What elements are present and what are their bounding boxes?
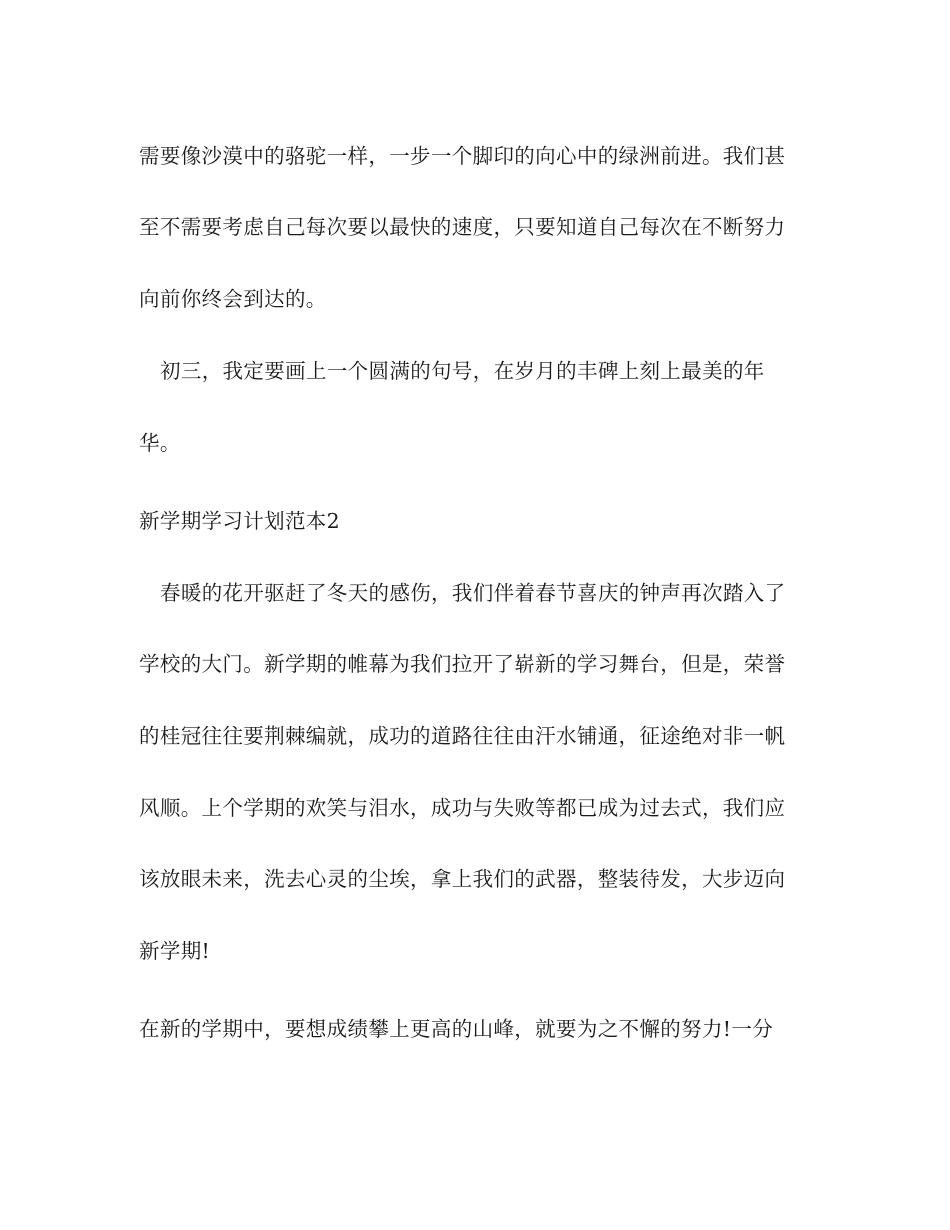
body-text-line: 需要像沙漠中的骆驼一样，一步一个脚印的向心中的绿洲前进。我们甚 bbox=[139, 144, 786, 168]
body-text-line: 在新的学期中，要想成绩攀上更高的山峰，就要为之不懈的努力!一分 bbox=[139, 1017, 774, 1041]
paragraph-first-line: 春暖的花开驱赶了冬天的感伤，我们伴着春节喜庆的钟声再次踏入了 bbox=[160, 581, 786, 605]
body-text-line: 向前你终会到达的。 bbox=[139, 287, 327, 311]
body-text-line: 风顺。上个学期的欢笑与泪水，成功与失败等都已成为过去式，我们应 bbox=[139, 796, 786, 820]
body-text-line: 的桂冠往往要荆棘编就，成功的道路往往由汗水铺通，征途绝对非一帆 bbox=[139, 724, 786, 748]
body-text-line: 至不需要考虑自己每次要以最快的速度，只要知道自己每次在不断努力 bbox=[139, 215, 786, 239]
body-text-line: 该放眼未来，洗去心灵的尘埃，拿上我们的武器，整装待发，大步迈向 bbox=[139, 867, 786, 891]
body-text-line: 华。 bbox=[139, 431, 181, 455]
paragraph-first-line: 初三，我定要画上一个圆满的句号，在岁月的丰碑上刻上最美的年 bbox=[160, 359, 765, 383]
body-text-line: 学校的大门。新学期的帷幕为我们拉开了崭新的学习舞台，但是，荣誉 bbox=[139, 652, 786, 676]
body-text-line: 新学期! bbox=[139, 939, 211, 963]
section-heading: 新学期学习计划范本2 bbox=[139, 509, 341, 533]
